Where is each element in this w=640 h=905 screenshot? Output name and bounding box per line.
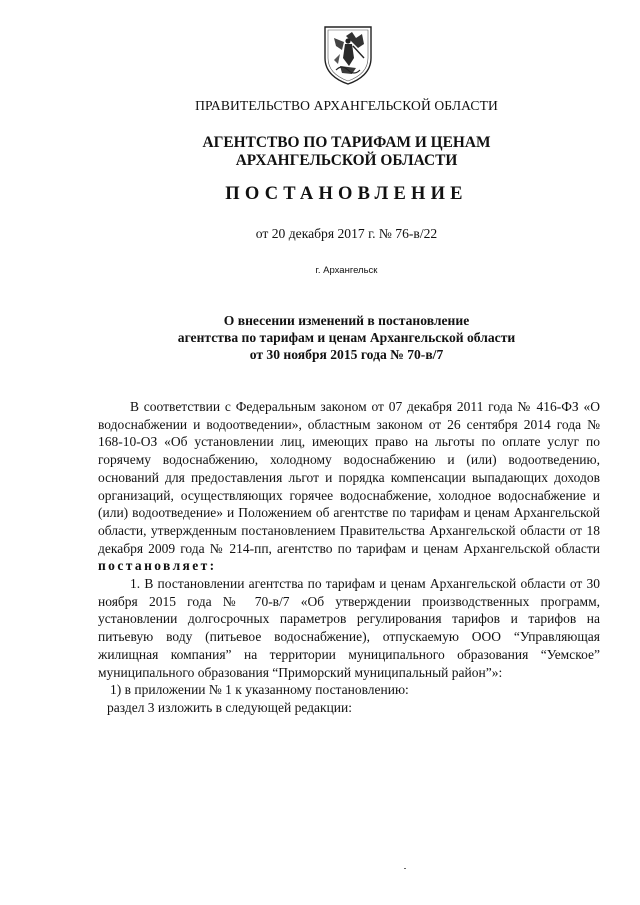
agency-name-line2: АРХАНГЕЛЬСКОЙ ОБЛАСТИ bbox=[235, 152, 458, 169]
document-body bbox=[98, 398, 600, 717]
government-name: ПРАВИТЕЛЬСТВО АРХАНГЕЛЬСКОЙ ОБЛАСТИ bbox=[195, 98, 498, 113]
subject-line3: от 30 ноября 2015 года № 70-в/7 bbox=[249, 347, 444, 362]
city-name: г. Архангельск bbox=[315, 265, 378, 276]
coat-of-arms-emblem bbox=[322, 24, 374, 86]
subject-line2: агентства по тарифам и ценам Архангельской области bbox=[177, 330, 516, 345]
agency-name-line1: АГЕНТСТВО ПО ТАРИФАМ И ЦЕНАМ bbox=[202, 134, 491, 151]
preamble-paragraph bbox=[98, 398, 600, 575]
item-1-paragraph: 1. В постановлении агентства по тарифам и ценам Архангельской области от 30 ноября 2015 года № 70-в/7 «Об утверждении производственных программ, установлении долгосрочных параметров регулирования тарифов и тарифов на питьевую воду (питьевое водоснабжение), отпускаемую ООО “Управляющая жилищная компания” на территории муниципального образования “Уемское” муниципального образования “Приморский муниципальный район”»: bbox=[98, 576, 600, 680]
resolves-word: постановляет: bbox=[98, 558, 217, 574]
section-3-line: раздел 3 изложить в следующей редакции: bbox=[107, 699, 353, 715]
agency-name bbox=[0, 134, 640, 170]
page-mark bbox=[404, 868, 406, 869]
subject-line1: О внесении изменений в постановление bbox=[223, 313, 470, 328]
document-type-title: ПОСТАНОВЛЕНИЕ bbox=[225, 184, 468, 204]
subitem-1-line: 1) в приложении № 1 к указанному постановлению: bbox=[110, 682, 409, 698]
document-subject bbox=[0, 312, 640, 363]
date-and-number: от 20 декабря 2017 г. № 76-в/22 bbox=[255, 226, 438, 241]
preamble-text: В соответствии с Федеральным законом от 07 декабря 2011 года № 416-ФЗ «О водоснабжении и водоотведении», областным законом от 26 сентября 2014 года № 168-10-ОЗ «Об установлении лиц, имеющих право на льготы по оплате услуг по горячему водоснабжению, холодному водоснабжению и (или) водоотведению, оснований для предоставления льгот и порядка компенсации выпадающих доходов организаций, осуществляющих горячее водоснабжение, холодное водоснабжение и (или) водоотведение» и Положением об агентстве по тарифам и ценам Архангельской области, утвержденным постановлением Правительства Архангельской области от 18 декабря 2009 года № 214-пп, агентство по тарифам и ценам Архангельской области bbox=[98, 399, 600, 556]
